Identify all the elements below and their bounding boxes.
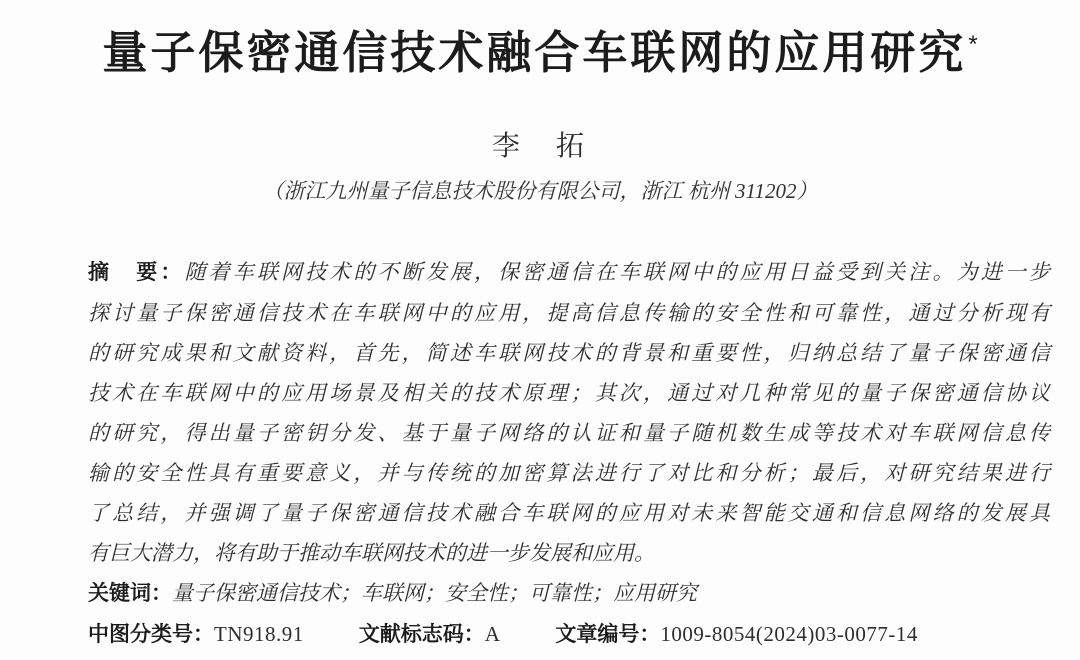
doc-code-value: A bbox=[484, 622, 501, 646]
title-footnote-mark: * bbox=[968, 31, 978, 58]
clc-group bbox=[88, 614, 304, 655]
doc-code-group bbox=[359, 614, 501, 655]
abstract-text: 随着车联网技术的不断发展，保密通信在车联网中的应用日益受到关注。为进一步 bbox=[184, 260, 1050, 284]
doc-code-label: 文献标志码： bbox=[358, 623, 485, 646]
page-title-text: 量子保密通信技术融合车联网的应用研究 bbox=[102, 27, 967, 78]
author-name: 李 拓 bbox=[491, 131, 588, 162]
article-id-label: 文章编号： bbox=[555, 623, 661, 646]
affiliation: （浙江九州量子信息技术股份有限公司，浙江 杭州 311202） bbox=[262, 179, 818, 203]
keywords-line bbox=[88, 573, 1050, 614]
article-id-value: 1009-8054(2024)03-0077-14 bbox=[660, 622, 918, 646]
clc-label: 中图分类号： bbox=[88, 623, 214, 646]
classification-row bbox=[88, 614, 1050, 655]
abstract-line: 技术在车联网中的应用场景及相关的技术原理；其次，通过对几种常见的量子保密通信协议 bbox=[88, 381, 1050, 405]
abstract-line: 了总结，并强调了量子保密通信技术融合车联网的应用对未来智能交通和信息网络的发展具 bbox=[88, 501, 1050, 525]
abstract-line: 输的安全性具有重要意义，并与传统的加密算法进行了对比和分析；最后，对研究结果进行 bbox=[88, 461, 1050, 485]
abstract-line: 的研究，得出量子密钥分发、基于量子网络的认证和量子随机数生成等技术对车联网信息传 bbox=[88, 421, 1050, 445]
keywords-text: 量子保密通信技术；车联网；安全性；可靠性；应用研究 bbox=[172, 581, 697, 605]
keywords-label: 关键词： bbox=[88, 582, 172, 605]
page-title bbox=[0, 14, 1080, 84]
article-id-group bbox=[555, 614, 917, 655]
abstract-line: 的研究成果和文献资料，首先，简述车联网技术的背景和重要性，归纳总结了量子保密通信 bbox=[88, 341, 1050, 365]
clc-value: TN918.91 bbox=[214, 622, 304, 646]
abstract-block bbox=[88, 252, 1050, 655]
abstract-line: 探讨量子保密通信技术在车联网中的应用，提高信息传输的安全性和可靠性，通过分析现有 bbox=[88, 301, 1050, 325]
abstract-label: 摘 要： bbox=[88, 261, 185, 284]
abstract-line bbox=[88, 252, 1050, 293]
abstract-line: 有巨大潜力，将有助于推动车联网技术的进一步发展和应用。 bbox=[88, 541, 655, 565]
